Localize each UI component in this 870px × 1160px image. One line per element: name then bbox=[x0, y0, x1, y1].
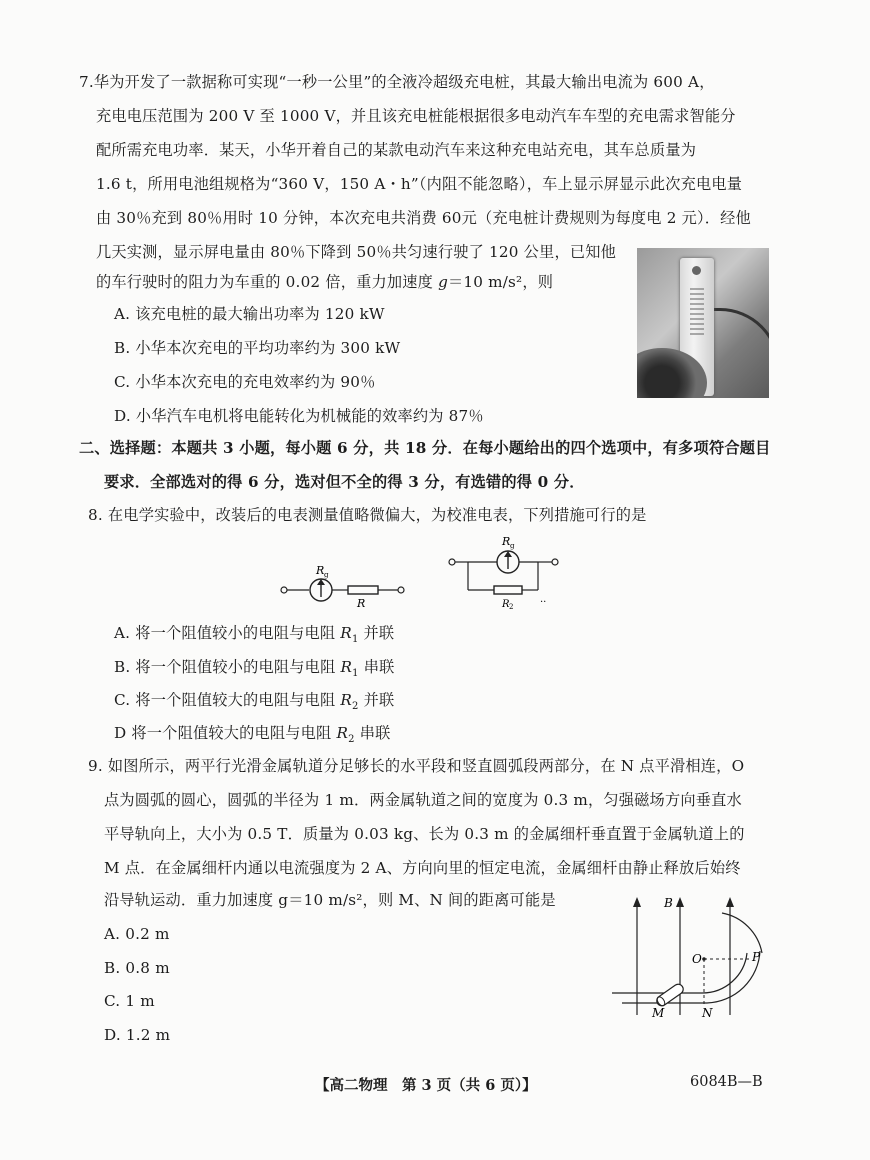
center-label-o: O bbox=[692, 952, 702, 966]
q7-line-7 bbox=[96, 272, 553, 292]
q7-option-b: B. 小华本次充电的平均功率约为 300 kW bbox=[114, 339, 401, 357]
q7-option-c: C. 小华本次充电的充电效率约为 90％ bbox=[114, 373, 376, 391]
q7-line-4: 1.6 t，所用电池组规格为“360 V，150 A・h”（内阻不能忽略），车上显示屏显示此次充电电量 bbox=[96, 175, 743, 193]
q9-line-2: 点为圆弧的圆心，圆弧的半径为 1 m．两金属轨道之间的宽度为 0.3 m，匀强磁场方向垂直水 bbox=[104, 791, 742, 809]
resistor-label: R bbox=[357, 597, 366, 610]
q7-line-5: 由 30％充到 80％用时 10 分钟，本次充电共消费 60元（充电桩计费规则为每度电 2 元）．经他 bbox=[96, 209, 751, 227]
resistor-label-sub: 2 bbox=[509, 603, 514, 611]
field-label-b: B bbox=[664, 896, 673, 910]
resistor-symbol: R bbox=[340, 658, 353, 676]
resistor-symbol: R bbox=[340, 624, 352, 642]
q9-option-b: B. 0.8 m bbox=[104, 959, 170, 977]
gravity-symbol: g bbox=[438, 273, 448, 291]
point-label-n: N bbox=[702, 1006, 713, 1020]
point-label-m: M bbox=[652, 1006, 665, 1020]
section2-line-2: 要求．全部选对的得 6 分，选对但不全的得 3 分，有选错的得 0 分． bbox=[104, 473, 585, 491]
q9-line-3: 平导轨向上，大小为 0.5 T．质量为 0.03 kg、长为 0.3 m 的金属细杆垂直置于金属轨道上的 bbox=[104, 825, 745, 843]
meter-label: R bbox=[502, 535, 511, 548]
q7-option-d: D. 小华汽车电机将电能转化为机械能的效率约为 87％ bbox=[114, 407, 484, 425]
q7-line-2: 充电电压范围为 200 V 至 1000 V，并且该充电桩能根据很多电动汽车车型的充电需求智能分 bbox=[96, 107, 736, 125]
option-text: B. 将一个阻值较小的电阻与电阻 bbox=[114, 658, 341, 676]
q7-line-7-text: 的车行驶时的阻力为车重的 0.02 倍，重力加速度 bbox=[96, 273, 439, 291]
option-text: C. 将一个阻值较大的电阻与电阻 bbox=[114, 691, 341, 709]
option-tail: 并联 bbox=[358, 691, 395, 709]
option-tail: 串联 bbox=[354, 724, 391, 742]
q9-rail-figure bbox=[612, 893, 772, 1023]
charging-pile-photo bbox=[637, 248, 769, 398]
q8-option-b bbox=[114, 657, 395, 684]
q8-stem: 8. 在电学实验中，改装后的电表测量值略微偏大，为校准电表，下列措施可行的是 bbox=[88, 506, 647, 524]
option-text: A. 将一个阻值较小的电阻与电阻 bbox=[114, 624, 341, 642]
q9-line-5: 沿导轨运动．重力加速度 g＝10 m/s²，则 M、N 间的距离可能是 bbox=[104, 891, 556, 909]
q8-option-a bbox=[114, 623, 394, 650]
q8-option-c bbox=[114, 690, 394, 717]
point-label-p: P bbox=[752, 950, 761, 964]
meter-label-sub: g bbox=[324, 571, 329, 579]
resistor-subscript: 2 bbox=[352, 701, 359, 713]
resistor-subscript: 1 bbox=[352, 668, 359, 680]
q7-line-7-tail: ＝10 m/s²，则 bbox=[448, 273, 554, 291]
option-tail: 串联 bbox=[358, 658, 395, 676]
meter-label: R bbox=[316, 564, 325, 577]
resistor-symbol: R bbox=[336, 724, 349, 742]
q7-option-a: A. 该充电桩的最大输出功率为 120 kW bbox=[114, 305, 385, 323]
pile-label bbox=[690, 288, 704, 338]
q8-circuit-2 bbox=[448, 530, 558, 610]
resistor-symbol: R bbox=[340, 691, 353, 709]
page-footer: 【高二物理 第 3 页（共 6 页）】 bbox=[315, 1077, 537, 1094]
q9-line-4: M 点．在金属细杆内通以电流强度为 2 A、方向向里的恒定电流，金属细杆由静止释放后始终 bbox=[104, 859, 741, 877]
resistor-icon bbox=[494, 586, 522, 594]
paper-code: 6084B—B bbox=[690, 1074, 763, 1090]
charging-cable bbox=[707, 308, 769, 398]
resistor-label: R bbox=[502, 599, 510, 610]
q9-option-a: A. 0.2 m bbox=[104, 925, 170, 943]
q8-option-d bbox=[114, 723, 391, 750]
q9-option-c: C. 1 m bbox=[104, 992, 155, 1010]
option-tail: 并联 bbox=[358, 624, 395, 642]
q7-line-6: 几天实测，显示屏电量由 80％下降到 50％共匀速行驶了 120 公里，已知他 bbox=[96, 243, 616, 261]
option-text: D 将一个阻值较大的电阻与电阻 bbox=[114, 724, 337, 742]
section2-line-1: 二、选择题：本题共 3 小题，每小题 6 分，共 18 分．在每小题给出的四个选项中，有多项符合题目 bbox=[79, 439, 771, 457]
q7-line-3: 配所需充电功率．某天，小华开着自己的某款电动汽车来这种充电站充电，其车总质量为 bbox=[96, 141, 697, 159]
metal-rod-icon bbox=[655, 982, 685, 1007]
stray-dots: .. bbox=[540, 594, 547, 605]
q8-circuit-1 bbox=[280, 560, 410, 610]
meter-label-sub: g bbox=[510, 542, 515, 550]
q7-line-1: 7.华为开发了一款据称可实现“一秒一公里”的全液冷超级充电桩，其最大输出电流为 600 A， bbox=[79, 73, 715, 91]
resistor-icon bbox=[348, 586, 378, 594]
brand-logo bbox=[692, 266, 701, 275]
q9-option-d: D. 1.2 m bbox=[104, 1026, 171, 1044]
resistor-subscript: 2 bbox=[348, 734, 355, 746]
q9-line-1: 9. 如图所示，两平行光滑金属轨道分足够长的水平段和竖直圆弧段两部分，在 N 点平滑相连，O bbox=[88, 757, 745, 775]
resistor-subscript: 1 bbox=[351, 634, 359, 646]
